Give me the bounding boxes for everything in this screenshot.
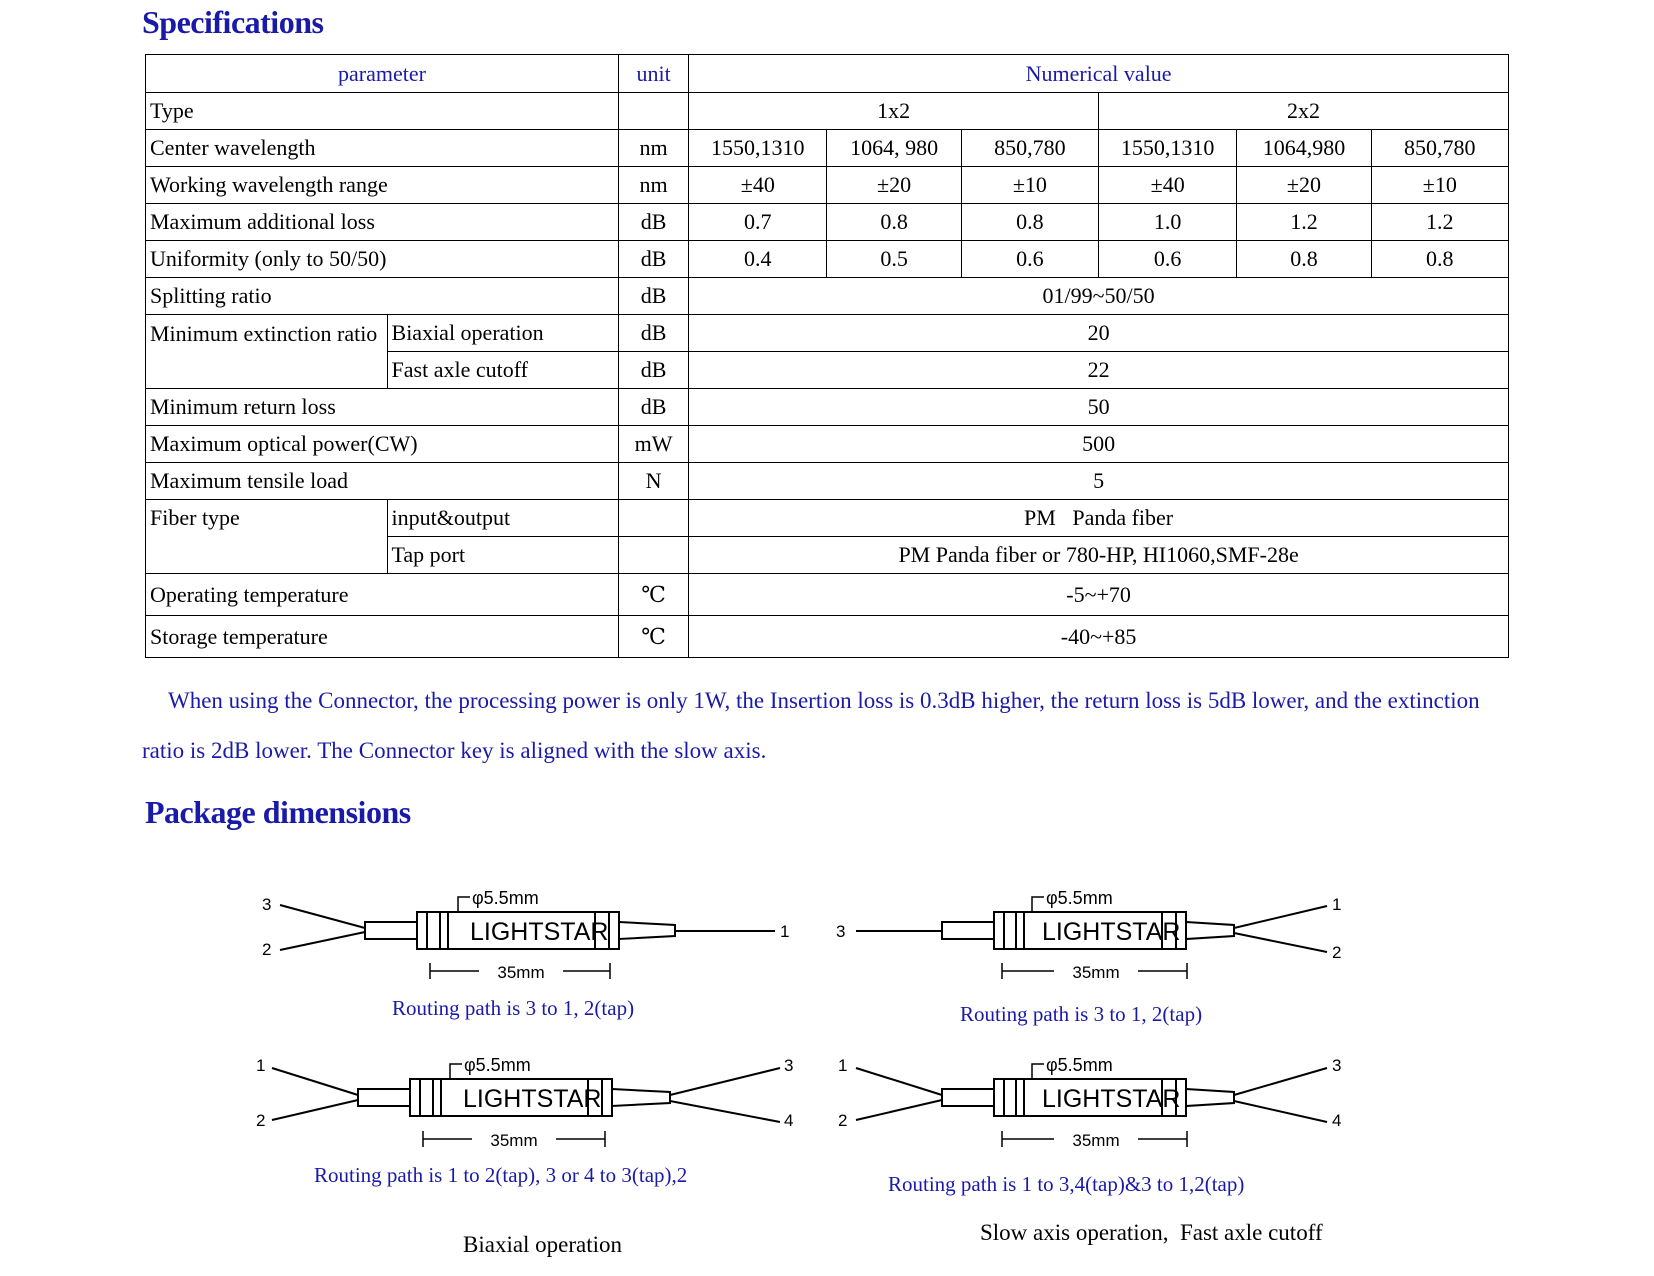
param-label: Center wavelength [146,130,619,167]
strain-relief-boot [612,1089,670,1106]
value-cell: 0.8 [1371,241,1508,278]
param-label: Type [146,93,619,130]
coupler-diagram-4 [832,1046,1352,1156]
coupler-diagram-1 [250,880,810,990]
value-cell: 01/99~50/50 [689,278,1509,315]
connector-note-line2: ratio is 2dB lower. The Connector key is aligned with the slow axis. [142,738,767,763]
lightstar-brand-label: LIGHTSTAR [1042,918,1181,946]
end-cap [602,1079,612,1116]
type-1x2: 1x2 [689,93,1099,130]
value-cell: 0.5 [827,241,961,278]
fiber-line [670,1101,780,1122]
table-row [146,463,1509,500]
fiber-line [280,932,365,950]
port-label: 1 [1332,895,1342,914]
unit-cell: mW [619,426,689,463]
unit-cell [619,537,689,574]
lightstar-brand-label: LIGHTSTAR [463,1085,602,1113]
strain-relief-boot [358,1089,410,1106]
value-cell: 50 [689,389,1509,426]
diameter-label: φ5.5mm [472,888,539,908]
value-cell: PM Panda fiber or 780-HP, HI1060,SMF-28e [689,537,1509,574]
routing-path-label-2: Routing path is 3 to 1, 2(tap) [960,1002,1203,1026]
value-cell: 1550,1310 [689,130,827,167]
diameter-leader [458,897,470,912]
diameter-label: φ5.5mm [464,1055,531,1075]
value-cell: ±20 [1237,167,1371,204]
param-sublabel: Biaxial operation [387,315,619,352]
table-row [146,500,1509,537]
param-sublabel: Fast axle cutoff [387,352,619,389]
unit-cell: nm [619,130,689,167]
strain-relief-boot [365,922,417,939]
diameter-label: φ5.5mm [1046,888,1113,908]
port-label: 2 [1332,943,1342,962]
port-label: 3 [1332,1056,1342,1075]
end-cap [410,1079,420,1116]
port-label: 1 [838,1056,848,1075]
fiber-line [1234,933,1327,952]
table-row [146,616,1509,658]
unit-cell: N [619,463,689,500]
value-cell: 1.2 [1237,204,1371,241]
value-cell: 0.6 [961,241,1098,278]
param-label: Working wavelength range [146,167,619,204]
port-label: 3 [262,895,272,914]
port-label: 2 [256,1111,266,1130]
routing-path-label-1: Routing path is 3 to 1, 2(tap) [392,996,635,1020]
param-label: Maximum additional loss [146,204,619,241]
value-cell: 22 [689,352,1509,389]
value-cell: ±40 [1099,167,1237,204]
unit-cell: dB [619,241,689,278]
header-parameter: parameter [146,55,619,93]
param-label: Maximum tensile load [146,463,619,500]
param-label: Splitting ratio [146,278,619,315]
value-cell: 0.8 [827,204,961,241]
length-label: 35mm [490,1131,538,1150]
value-cell: -5~+70 [689,574,1509,616]
caption-biaxial-operation: Biaxial operation [463,1232,623,1257]
length-label: 35mm [1072,1131,1120,1150]
unit-cell [619,93,689,130]
unit-cell: dB [619,352,689,389]
lightstar-brand-label: LIGHTSTAR [1042,1085,1181,1113]
value-cell: 1064,980 [1237,130,1371,167]
table-row [146,93,1509,130]
value-cell: 1.0 [1099,204,1237,241]
param-label: Minimum extinction ratio [146,315,388,389]
header-numerical-value: Numerical value [689,55,1509,93]
table-row [146,278,1509,315]
value-cell: 5 [689,463,1509,500]
value-cell: 1.2 [1371,204,1508,241]
table-header-row [146,55,1509,93]
port-label: 4 [784,1111,794,1130]
unit-cell: dB [619,389,689,426]
strain-relief-boot [942,1089,994,1106]
value-cell: ±20 [827,167,961,204]
value-cell: ±40 [689,167,827,204]
param-sublabel: input&output [387,500,619,537]
table-row [146,204,1509,241]
table-row [146,167,1509,204]
strain-relief-boot [1186,1089,1234,1106]
port-label: 3 [836,922,846,941]
diameter-label: φ5.5mm [1046,1055,1113,1075]
table-row [146,574,1509,616]
param-label: Maximum optical power(CW) [146,426,619,463]
diameter-leader [1032,897,1044,912]
package-dimensions-heading: Package dimensions [145,794,411,830]
unit-cell: nm [619,167,689,204]
value-cell: 1064, 980 [827,130,961,167]
strain-relief-boot [619,922,675,939]
value-cell: 0.8 [1237,241,1371,278]
lightstar-brand-label: LIGHTSTAR [470,918,609,946]
fiber-line [272,1068,358,1095]
fiber-line [670,1068,780,1095]
param-label: Operating temperature [146,574,619,616]
value-cell: ±10 [961,167,1098,204]
param-label: Minimum return loss [146,389,619,426]
value-cell: 0.7 [689,204,827,241]
value-cell: 500 [689,426,1509,463]
specifications-heading: Specifications [142,4,324,40]
end-cap [417,912,427,949]
value-cell: 0.4 [689,241,827,278]
port-label: 1 [780,922,790,941]
port-label: 4 [1332,1111,1342,1130]
unit-cell: dB [619,315,689,352]
unit-cell [619,500,689,537]
value-cell: PM Panda fiber [689,500,1509,537]
unit-cell: ℃ [619,616,689,658]
header-unit: unit [619,55,689,93]
value-cell: -40~+85 [689,616,1509,658]
connector-note-line1: When using the Connector, the processing power is only 1W, the Insertion loss is 0.3dB higher, the return loss is 5dB lower, and the extinction [168,688,1480,713]
coupler-diagram-2 [832,880,1352,990]
param-label: Storage temperature [146,616,619,658]
routing-path-label-3: Routing path is 1 to 2(tap), 3 or 4 to 3(tap),2 [314,1163,688,1187]
value-cell: ±10 [1371,167,1508,204]
port-label: 3 [784,1056,794,1075]
strain-relief-boot [942,922,994,939]
unit-cell: dB [619,278,689,315]
value-cell: 850,780 [961,130,1098,167]
fiber-line [856,1100,942,1120]
table-row [146,426,1509,463]
port-label: 2 [838,1111,848,1130]
coupler-diagram-3 [250,1046,810,1156]
fiber-line [1234,906,1327,928]
fiber-line [856,1068,942,1095]
caption-slow-axis-operation: Slow axis operation, Fast axle cutoff [980,1220,1323,1245]
end-cap [994,1079,1004,1116]
table-row [146,241,1509,278]
routing-path-label-4: Routing path is 1 to 3,4(tap)&3 to 1,2(tap) [888,1172,1245,1196]
value-cell: 0.8 [961,204,1098,241]
fiber-line [280,905,365,928]
table-row [146,315,1509,352]
unit-cell: dB [619,204,689,241]
value-cell: 1550,1310 [1099,130,1237,167]
param-sublabel: Tap port [387,537,619,574]
value-cell: 20 [689,315,1509,352]
diameter-leader [450,1064,462,1079]
fiber-line [1234,1068,1327,1095]
param-label: Fiber type [146,500,388,574]
length-label: 35mm [1072,963,1120,982]
table-row [146,389,1509,426]
fiber-line [1234,1101,1327,1122]
table-row [146,130,1509,167]
unit-cell: ℃ [619,574,689,616]
strain-relief-boot [1186,922,1234,939]
type-2x2: 2x2 [1099,93,1509,130]
fiber-line [272,1100,358,1120]
value-cell: 850,780 [1371,130,1508,167]
end-cap [994,912,1004,949]
value-cell: 0.6 [1099,241,1237,278]
diameter-leader [1032,1064,1044,1079]
port-label: 2 [262,940,272,959]
length-label: 35mm [497,963,545,982]
param-label: Uniformity (only to 50/50) [146,241,619,278]
end-cap [609,912,619,949]
port-label: 1 [256,1056,266,1075]
specifications-table [145,54,1509,658]
